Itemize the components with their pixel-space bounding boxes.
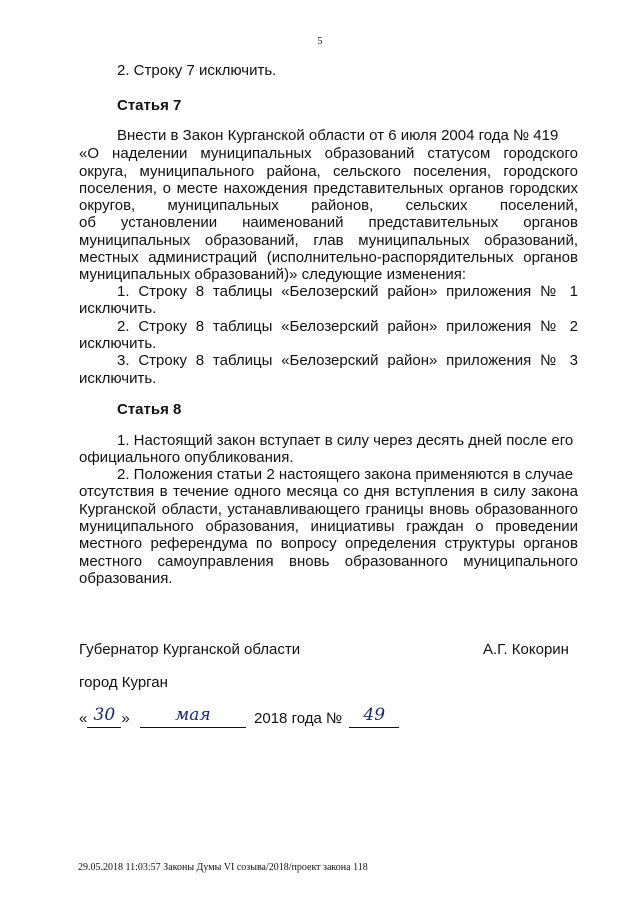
article7-intro-line: муниципальных образований, глав муниципальных образований, [79, 232, 578, 249]
article7-item-3-cont: исключить. [79, 370, 157, 387]
law-number-handwritten: 49 [363, 705, 386, 725]
date-month-handwritten: мая [175, 705, 211, 725]
date-day-handwritten: 30 [93, 705, 116, 725]
law-number-field [349, 705, 399, 728]
article8-p1-line: официального опубликования. [79, 449, 294, 466]
article8-heading: Статья 8 [117, 401, 182, 418]
article7-intro-line: муниципальных образований)» следующие изменения: [79, 266, 467, 283]
article7-item-2: 2. Строку 8 таблицы «Белозерский район» приложения № 2 [117, 318, 578, 335]
date-open-quote: « [79, 710, 88, 727]
article8-p2-line: местного самоуправления вновь образованного муниципального [79, 553, 578, 570]
governor-name: А.Г. Кокорин [483, 641, 569, 658]
article6-item-2: 2. Строку 7 исключить. [117, 62, 277, 79]
article7-intro-line: об установлении наименований представительных органов [79, 214, 578, 231]
article7-item-1-cont: исключить. [79, 300, 157, 317]
article8-p2-line: образования. [79, 570, 173, 587]
article7-intro-line: местных администраций (исполнительно-распорядительных органов [79, 249, 578, 266]
date-close-quote: » [121, 710, 130, 727]
article7-intro-line: «О наделении муниципальных образований статусом городского [79, 145, 578, 162]
article8-p2-line: отсутствия в течение одного месяца со дня вступления в силу закона [79, 483, 578, 500]
article7-item-1: 1. Строку 8 таблицы «Белозерский район» приложения № 1 [117, 283, 578, 300]
date-year-text: 2018 года № [254, 710, 343, 727]
article8-p1-line: 1. Настоящий закон вступает в силу через десять дней после его [117, 432, 574, 449]
date-month-field [140, 705, 246, 728]
article7-intro-line: округов, муниципальных районов, сельских поселений, [79, 197, 578, 214]
article7-intro-line: округа, муниципального района, сельского поселения, городского [79, 163, 578, 180]
article8-p2-line: муниципального образования, инициативы граждан о проведении [79, 518, 578, 535]
footer-file-info: 29.05.2018 11:03:57 Законы Думы VI созыва/2018/проект закона 118 [78, 862, 368, 873]
city: город Курган [79, 674, 168, 691]
article7-intro-line: поселения, о месте нахождения представительных органов городских [79, 180, 578, 197]
article7-item-2-cont: исключить. [79, 335, 157, 352]
date-day-field [87, 705, 121, 728]
article8-p2-line: Курганской области, устанавливающего границы вновь образованного [79, 501, 578, 518]
page-number: 5 [317, 36, 323, 47]
article8-p2-line: местного референдума по вопросу определения структуры органов [79, 535, 578, 552]
article7-heading: Статья 7 [117, 97, 182, 114]
governor-title: Губернатор Курганской области [79, 641, 301, 658]
date-line [79, 705, 399, 728]
article7-item-3: 3. Строку 8 таблицы «Белозерский район» приложения № 3 [117, 352, 578, 369]
article7-intro-line: Внести в Закон Курганской области от 6 июля 2004 года № 419 [117, 127, 559, 144]
article8-p2-line: 2. Положения статьи 2 настоящего закона применяются в случае [117, 466, 574, 483]
